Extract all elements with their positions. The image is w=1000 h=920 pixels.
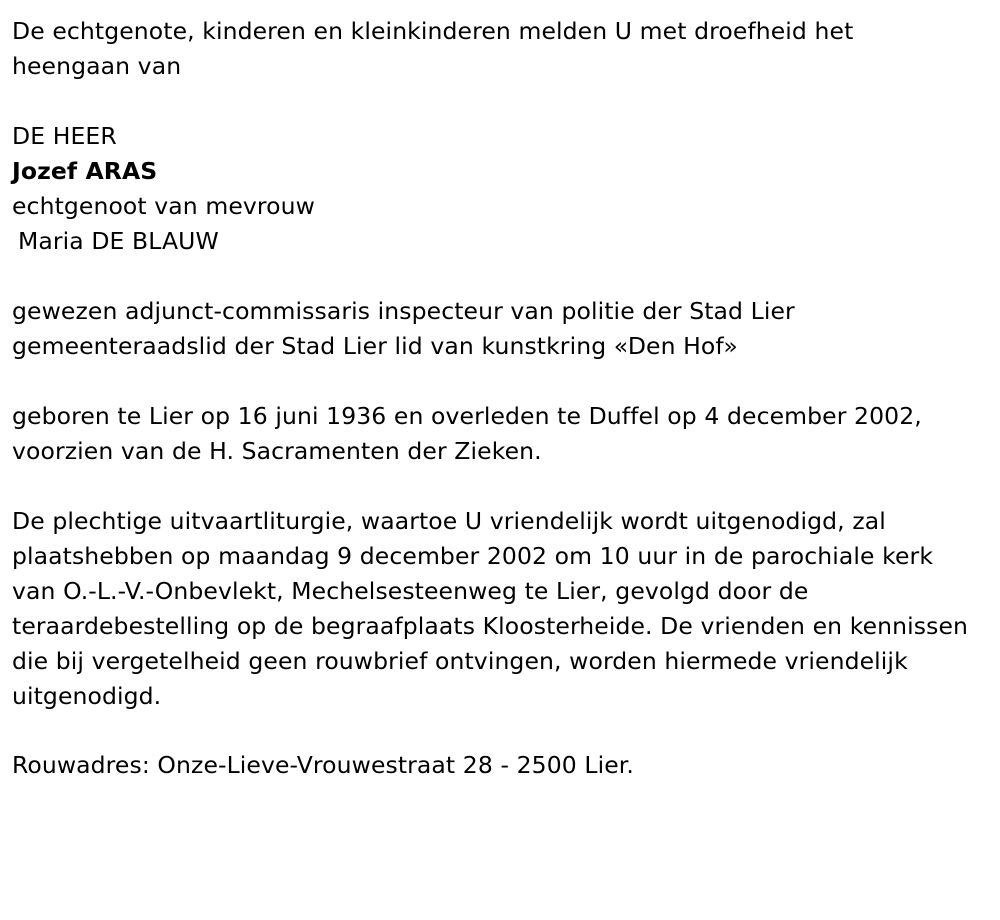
spacer: [12, 714, 970, 748]
spacer: [12, 364, 970, 399]
spouse-name: Maria DE BLAUW: [18, 227, 219, 255]
spacer: [12, 84, 970, 119]
occupation-line-2: gemeenteraadslid der Stad Lier lid van kunstkring «Den Hof»: [12, 332, 738, 360]
mourning-address: Rouwadres: Onze-Lieve-Vrouwestraat 28 - 2500 Lier.: [12, 751, 634, 779]
deceased-name: Jozef ARAS: [12, 157, 158, 185]
birth-death-paragraph: geboren te Lier op 16 juni 1936 en overleden te Duffel op 4 december 2002, voorzien van de H. Sacramenten der Zieken.: [12, 402, 930, 465]
service-details-paragraph: De plechtige uitvaartliturgie, waartoe U vriendelijk wordt uitgenodigd, zal plaatshebben op maandag 9 december 2002 om 10 uur in de parochiale kerk van O.-L.-V.-Onbevlekt, Mechelsesteenweg te Lier, gevolgd door de teraardebestelling op de begraafplaats Kloosterheide. De vrienden en kennissen die bij vergetelheid geen rouwbrief ontvingen, worden hiermede vriendelijk uitgenodigd.: [12, 507, 976, 710]
occupation-line-1: gewezen adjunct-commissaris inspecteur van politie der Stad Lier: [12, 297, 795, 325]
spacer: [12, 469, 970, 504]
intro-paragraph: De echtgenote, kinderen en kleinkinderen melden U met droefheid het heengaan van: [12, 17, 861, 80]
honorific-line: DE HEER: [12, 122, 117, 150]
spacer: [12, 259, 970, 294]
spouse-relation-line: echtgenoot van mevrouw: [12, 192, 315, 220]
